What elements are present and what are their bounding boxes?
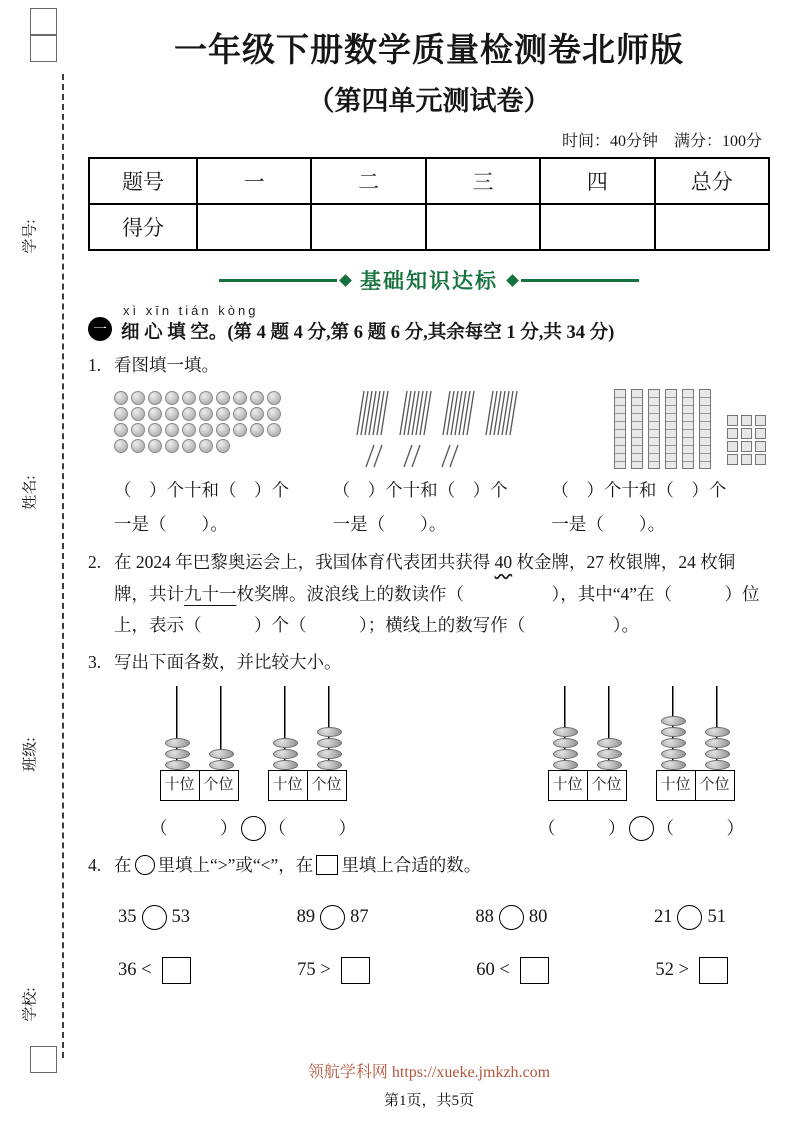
bead-icon [182,407,196,421]
abacus-rod [587,686,631,770]
question-2-text: 枚金牌，27 枚银牌，24 枚铜牌，共计 [114,552,736,604]
bead-icon [199,439,213,453]
compare-circles-row [116,901,728,934]
compare-circle [677,905,702,930]
unit-cube-icon [755,454,766,465]
abacus-rod [307,686,351,770]
score-table [88,157,770,251]
banner-title: 基础知识达标 [360,269,498,293]
bead-icon [131,439,145,453]
bead-icon [267,407,281,421]
bead-icon [131,407,145,421]
abacus-bead-icon [317,760,342,770]
abacus-bead-icon [317,749,342,759]
blank-column [551,473,770,541]
bead-row [114,439,281,453]
abacus-rods [155,686,243,770]
bead-icon [233,391,247,405]
abacus-figure [263,686,351,801]
place-label: 十位 [164,776,195,793]
circle-symbol-icon [135,855,155,875]
place-value-box [656,770,735,801]
bead-icon [148,407,162,421]
banner-ornament-left [219,276,350,285]
score-table-empty-cell [197,204,311,250]
student-id-label: 学号: [22,219,39,254]
ten-rod-icon [682,389,694,469]
abacus-bead-icon [705,738,730,748]
score-table-cell: 总分 [655,158,769,204]
abacus-bead-icon [553,738,578,748]
footer-site: 领航学科网 https://xueke.jmkzh.com [307,1064,551,1081]
question-1-figures [114,389,766,469]
abacus-bead-icon [597,749,622,759]
place-label: 十位 [552,776,583,793]
blank-column [114,473,333,541]
bead-icon [233,423,247,437]
question-1-text: 看图填一填。 [114,355,219,375]
question-4 [88,850,770,987]
blank-line: 一是（ ）。 [332,514,447,535]
bead-row [114,423,281,437]
blank-line: （ ）个十和（ ）个 [114,480,289,501]
abacus-bead-icon [661,760,686,770]
question-3 [88,647,770,844]
abacus-rod [155,686,199,770]
score-table-empty-cell [311,204,425,250]
answer-blank: （ ） [656,817,744,838]
section-banner [88,265,770,295]
place-label: 个位 [587,771,626,800]
abacus-figure [543,686,631,801]
score-table-cell: 一 [197,158,311,204]
abacus-bead-icon [273,749,298,759]
sticks-figure [355,389,541,469]
loose-sticks [363,443,541,469]
score-table-cell: 题号 [89,158,197,204]
bead-icon [182,391,196,405]
unit-cube-icon [727,428,738,439]
place-value-box [160,770,239,801]
pinyin-annotation: xì xīn tián kòng [123,303,259,318]
bead-icon [250,391,264,405]
seal-dashed-line [62,74,64,1058]
abacus-group [538,686,744,844]
section-number-badge: 一 [88,317,112,341]
unit-cube-row [727,454,766,465]
fill-boxes-row [116,954,728,987]
beads-figure [114,389,281,455]
unit-cube-icon [755,441,766,452]
question-4-text: 里填上合适的数。 [341,854,482,875]
abacus-rod [543,686,587,770]
paper-content [88,0,770,1122]
base-ten-blocks-figure [614,389,766,469]
blank-line: （ ）个十和（ ）个 [551,480,727,501]
ten-rods [614,389,711,469]
bead-icon [216,439,230,453]
left-number: 88 [475,906,494,927]
corner-marks-top [30,8,57,62]
bead-icon [114,391,128,405]
score-table-cell: 得分 [89,204,197,250]
ten-rod-icon [631,389,643,469]
number-and-operator: 52 > [655,959,689,980]
right-number: 87 [350,906,369,927]
bead-row [114,391,281,405]
answer-blank: （ ） [268,817,356,838]
corner-mark-cell [30,35,57,62]
score-table-empty-cell [540,204,654,250]
abacus-bead-icon [705,760,730,770]
unit-cube-icon [755,415,766,426]
abacus-bead-icon [661,749,686,759]
fill-number-item [474,954,549,987]
blank-line: 一是（ ）。 [114,514,228,535]
question-1 [88,350,770,541]
bead-icon [165,423,179,437]
place-label: 个位 [307,771,346,800]
question-3-text: 写出下面各数，并比较大小。 [114,651,342,672]
abacus-rod [199,686,243,770]
left-number: 89 [296,906,316,927]
abacus-bead-icon [597,738,622,748]
abacus-rods [263,686,351,770]
bead-icon [114,423,128,437]
abacus-bead-icon [597,760,622,770]
question-2 [88,547,770,640]
bead-icon [148,439,162,453]
unit-cube-icon [741,441,752,452]
ten-rod-icon [614,389,626,469]
abacus-figure [651,686,739,801]
place-label: 十位 [660,776,691,793]
compare-answer-line [538,813,744,844]
abacus-bead-icon [553,727,578,737]
stick-bundle-icon [355,389,389,437]
bead-icon [199,407,213,421]
bead-icon [233,407,247,421]
bead-icon [165,391,179,405]
ten-rod-icon [699,389,711,469]
bead-icon [267,423,281,437]
left-number: 21 [653,906,673,927]
abacus-bead-icon [165,749,190,759]
section-title [121,318,614,344]
unit-cube-icon [741,428,752,439]
banner-ornament-right [508,276,639,285]
bead-icon [199,391,213,405]
abacus-bead-icon [209,760,234,770]
question-1-number: 1. [88,355,102,375]
bead-icon [216,407,230,421]
abacus-bead-icon [661,716,686,726]
left-number: 35 [118,906,137,927]
bead-icon [131,423,145,437]
section-title-main: 细 心 填 空。 [121,323,228,343]
question-2-text: 枚奖牌。波浪线上的数读作（ ），其中“4”在（ ）位上，表示（ ）个（ ）；横线上的数写作（ ）。 [114,583,760,635]
answer-box [162,957,191,984]
compare-pair [473,901,549,934]
bead-icon [182,423,196,437]
place-label: 个位 [695,771,734,800]
unit-cube-row [727,428,766,439]
place-label: 十位 [272,776,303,793]
abacus-bead-icon [165,760,190,770]
blank-line: 一是（ ）。 [551,514,666,535]
score-table-header-row [89,158,769,204]
bead-icon [216,423,230,437]
bead-icon [131,391,145,405]
abacus-bead-icon [273,738,298,748]
square-symbol-icon [316,855,338,875]
unit-cube-icon [741,415,752,426]
place-value-box [548,770,627,801]
bead-icon [250,423,264,437]
abacus-pair [150,686,356,801]
stick-bundle-icon [484,389,518,437]
score-table-cell: 四 [540,158,654,204]
class-label: 班级: [22,737,39,772]
abacus-bead-icon [317,727,342,737]
blank-line: （ ）个十和（ ）个 [332,480,508,501]
abacus-group [150,686,356,844]
abacus-figures-row [114,678,770,844]
question-4-number: 4. [88,854,102,875]
corner-mark-cell [30,1046,57,1073]
place-value-box [268,770,347,801]
abacus-bead-icon [705,749,730,759]
stick-bundle-icon [441,389,475,437]
section-title-block [121,303,614,344]
abacus-bead-icon [273,760,298,770]
abacus-bead-icon [661,738,686,748]
question-3-number: 3. [88,651,102,672]
loose-sticks-icon [363,443,385,469]
right-number: 53 [171,906,190,927]
abacus-bead-icon [317,738,342,748]
compare-answer-line [150,813,356,844]
bead-icon [114,407,128,421]
abacus-bead-icon [553,749,578,759]
score-table-cell: 三 [426,158,540,204]
question-4-text: 里填上“>”或“<”，在 [157,854,314,875]
stick-bundles [355,389,541,437]
compare-circle [629,816,654,841]
wavy-underlined-number: 40 [494,552,513,573]
abacus-rods [651,686,739,770]
question-1-blanks [114,473,770,541]
compare-pair [116,901,192,934]
bead-icon [148,391,162,405]
abacus-bead-icon [209,749,234,759]
score-table-empty-cell [426,204,540,250]
number-and-operator: 75 > [297,959,331,980]
ten-rod-icon [665,389,677,469]
time-score-info: 时间：40分钟 满分：100分 [561,133,762,150]
unit-cube-icon [755,428,766,439]
answer-box [699,957,728,984]
compare-pair [652,901,728,934]
corner-mark-cell [30,8,57,35]
score-table-score-row [89,204,769,250]
school-label: 学校: [22,987,39,1022]
page-number: 第1页，共5页 [383,1093,474,1109]
bead-icon [182,439,196,453]
bead-icon [216,391,230,405]
page-title: 一年级下册数学质量检测卷北师版 [174,33,684,69]
right-number: 80 [528,906,548,927]
compare-circle [142,905,167,930]
compare-pair [295,901,371,934]
unit-cube-icon [741,454,752,465]
bead-icon [199,423,213,437]
abacus-rods [543,686,631,770]
bead-icon [250,407,264,421]
compare-circle [241,816,266,841]
page-subtitle: （第四单元测试卷） [307,86,551,116]
question-2-number: 2. [88,552,102,573]
bead-icon [165,439,179,453]
section-one-heading [88,303,770,344]
abacus-bead-icon [553,760,578,770]
abacus-bead-icon [705,727,730,737]
unit-cube-row [727,415,766,426]
unit-cubes [727,413,766,469]
abacus-figure [155,686,243,801]
abacus-bead-icon [661,727,686,737]
question-4-text: 在 [114,854,132,875]
score-table-cell: 二 [311,158,425,204]
abacus-rod [695,686,739,770]
fill-number-item [295,954,370,987]
unit-cube-icon [727,415,738,426]
compare-circle [499,905,524,930]
answer-blank: （ ） [538,817,626,838]
answer-box [520,957,549,984]
compare-circle [320,905,345,930]
bead-row [114,407,281,421]
answer-box [341,957,370,984]
question-2-text: 在 2024 年巴黎奥运会上，我国体育代表团共获得 [114,552,495,573]
bead-icon [114,439,128,453]
unit-cube-row [727,441,766,452]
section-title-points: (第 4 题 4 分,第 6 题 6 分,其余每空 1 分,共 34 分) [227,323,615,343]
number-and-operator: 36 < [118,959,152,980]
loose-sticks-icon [439,443,461,469]
ten-rod-icon [648,389,660,469]
bead-icon [267,391,281,405]
abacus-rod [263,686,307,770]
underlined-word: 九十一 [184,583,237,604]
answer-blank: （ ） [150,817,238,838]
right-number: 51 [707,906,726,927]
bead-icon [148,423,162,437]
fill-number-item [653,954,728,987]
unit-cube-icon [727,454,738,465]
number-and-operator: 60 < [476,959,510,980]
student-name-label: 姓名: [22,475,39,510]
abacus-pair [538,686,744,801]
abacus-rod [651,686,695,770]
loose-sticks-icon [401,443,423,469]
corner-marks-bottom [30,1046,57,1073]
fill-number-item [116,954,191,987]
place-label: 个位 [199,771,238,800]
unit-cube-icon [727,441,738,452]
stick-bundle-icon [398,389,432,437]
bead-icon [165,407,179,421]
abacus-bead-icon [165,738,190,748]
blank-column [333,473,552,541]
score-table-empty-cell [655,204,769,250]
